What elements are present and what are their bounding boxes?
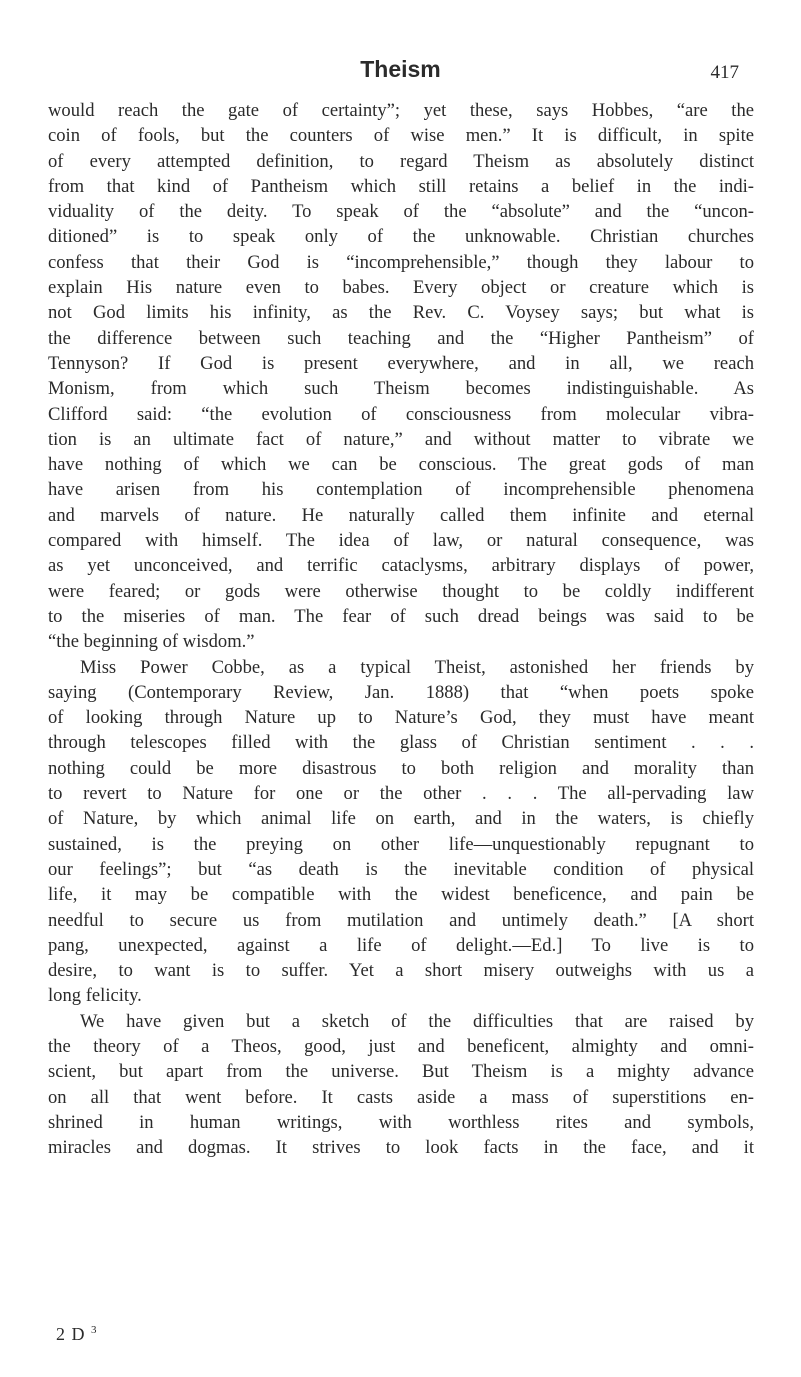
text-line: coin of fools, but the counters of wise men.” It is difficult, in spite bbox=[48, 125, 754, 147]
text-line: saying (Contemporary Review, Jan. 1888) that “when poets spoke bbox=[48, 681, 754, 703]
text-line: the theory of a Theos, good, just and beneficent, almighty and omni- bbox=[48, 1035, 754, 1057]
signature-mark bbox=[56, 1324, 98, 1345]
text-line: of Nature, by which animal life on earth, and in the waters, is chiefly bbox=[48, 808, 754, 830]
text-line: miracles and dogmas. It strives to look facts in the face, and it bbox=[48, 1137, 754, 1159]
text-line: compared with himself. The idea of law, or natural consequence, was bbox=[48, 530, 754, 552]
signature-superscript: 3 bbox=[91, 1324, 98, 1336]
page-number: 417 bbox=[710, 62, 739, 83]
text-line: needful to secure us from mutilation and untimely death.” [A short bbox=[48, 909, 754, 931]
text-line: and marvels of nature. He naturally called them infinite and eternal bbox=[48, 504, 754, 526]
text-line: nothing could be more disastrous to both religion and morality than bbox=[48, 757, 754, 779]
text-line: were feared; or gods were otherwise thought to be coldly indifferent bbox=[48, 580, 754, 602]
text-line: desire, to want is to suffer. Yet a short misery outweighs with us a bbox=[48, 960, 754, 982]
text-line: explain His nature even to babes. Every object or creature which is bbox=[48, 277, 754, 299]
text-line: on all that went before. It casts aside a mass of superstitions en- bbox=[48, 1086, 754, 1108]
text-line: of looking through Nature up to Nature’s God, they must have meant bbox=[48, 707, 754, 729]
text-line: Tennyson? If God is present everywhere, and in all, we reach bbox=[48, 352, 754, 374]
text-line: not God limits his infinity, as the Rev. C. Voysey says; but what is bbox=[48, 302, 754, 324]
text-line: to revert to Nature for one or the other . . . The all-pervading law bbox=[48, 783, 754, 805]
text-line: to the miseries of man. The fear of such dread beings was said to be bbox=[48, 605, 754, 627]
text-line: our feelings”; but “as death is the inevitable condition of physical bbox=[48, 858, 754, 880]
text-line: of every attempted definition, to regard Theism as absolutely distinct bbox=[48, 150, 754, 172]
text-line: viduality of the deity. To speak of the “absolute” and the “uncon- bbox=[48, 201, 754, 223]
text-line: life, it may be compatible with the widest beneficence, and pain be bbox=[48, 884, 754, 906]
body-text bbox=[48, 98, 754, 1160]
text-line: as yet unconceived, and terrific cataclysms, arbitrary displays of power, bbox=[48, 555, 754, 577]
text-line: through telescopes filled with the glass of Christian sentiment . . . bbox=[48, 732, 754, 754]
text-line: Miss Power Cobbe, as a typical Theist, astonished her friends by bbox=[80, 656, 754, 678]
text-line: sustained, is the preying on other life—unquestionably repugnant to bbox=[48, 833, 754, 855]
text-line: We have given but a sketch of the difficulties that are raised by bbox=[80, 1010, 754, 1032]
text-line: Monism, from which such Theism becomes indistinguishable. As bbox=[48, 378, 754, 400]
running-title: Theism bbox=[360, 56, 441, 82]
text-line: have arisen from his contemplation of incomprehensible phenomena bbox=[48, 479, 754, 501]
text-line: ditioned” is to speak only of the unknowable. Christian churches bbox=[48, 226, 754, 248]
text-line: the difference between such teaching and the “Higher Pantheism” of bbox=[48, 327, 754, 349]
text-line: would reach the gate of certainty”; yet these, says Hobbes, “are the bbox=[48, 100, 754, 121]
text-line: tion is an ultimate fact of nature,” and without matter to vibrate we bbox=[48, 428, 754, 450]
text-line: Clifford said: “the evolution of consciousness from molecular vibra- bbox=[48, 403, 754, 425]
running-head bbox=[0, 56, 801, 88]
text-line: scient, but apart from the universe. But Theism is a mighty advance bbox=[48, 1061, 754, 1083]
text-line: have nothing of which we can be conscious. The great gods of man bbox=[48, 454, 754, 476]
text-line: shrined in human writings, with worthless rites and symbols, bbox=[48, 1111, 754, 1133]
text-line: long felicity. bbox=[48, 985, 142, 1007]
text-line: confess that their God is “incomprehensible,” though they labour to bbox=[48, 251, 754, 273]
text-line: pang, unexpected, against a life of delight.—Ed.] To live is to bbox=[48, 934, 754, 956]
signature-text: 2 D bbox=[56, 1324, 86, 1344]
text-line: “the beginning of wisdom.” bbox=[48, 631, 255, 653]
text-line: from that kind of Pantheism which still retains a belief in the indi- bbox=[48, 175, 754, 197]
